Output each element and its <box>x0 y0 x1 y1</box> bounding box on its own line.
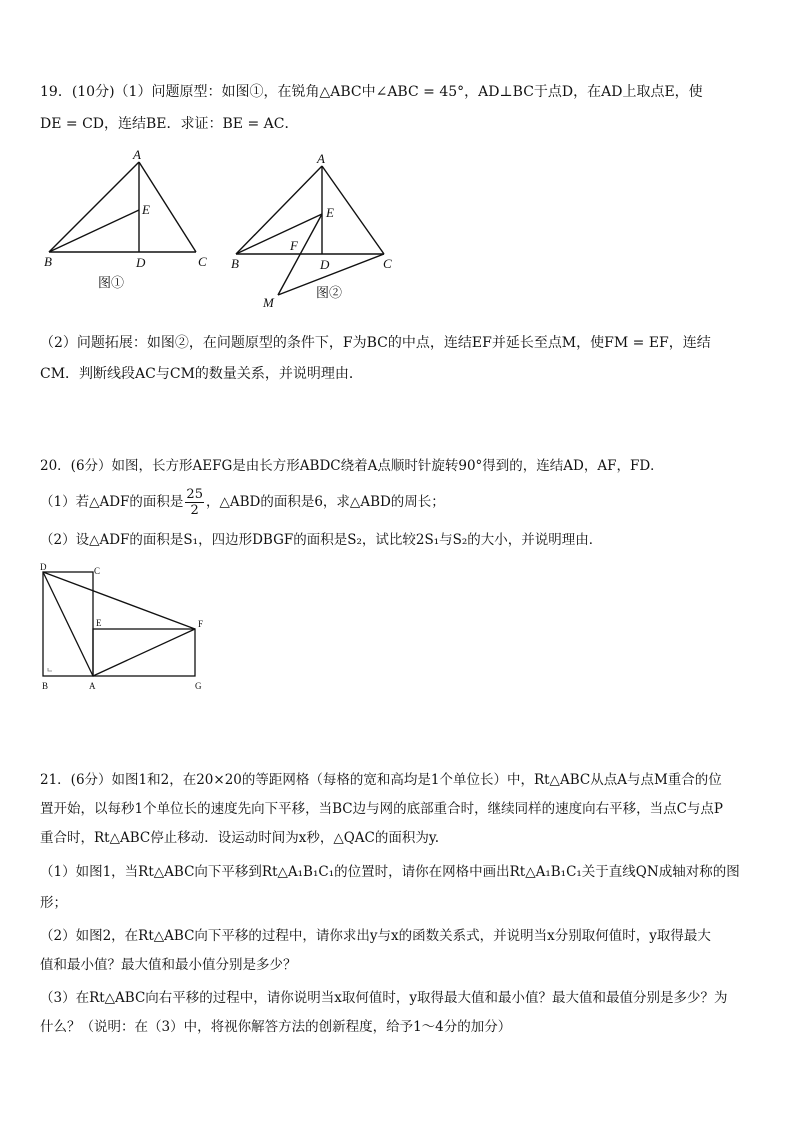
q20-figure <box>36 560 216 696</box>
segment-af <box>93 629 195 676</box>
fig1-caption: 图① <box>98 275 125 290</box>
q19-figure-1 <box>36 146 226 296</box>
q19-line-2: DE = CD，连结BE．求证：BE = AC． <box>40 116 299 132</box>
q21-part3-line-1: （3）在Rt△ABC向右平移的过程中，请你说明当x取何值时，y取得最大值和最小值？最大值和最值分别是多少？为 <box>40 990 728 1006</box>
q21-part1-line-2: 形； <box>40 895 67 911</box>
q21-line-2: 置开始，以每秒1个单位长的速度先向下平移，当BC边与网的底部重合时，继续同样的速度向右平移，当点C与点P <box>40 801 724 817</box>
fig2-label-f: F <box>290 238 298 253</box>
q20-line-1: 20．(6分）如图，长方形AEFG是由长方形ABDC绕着A点顺时针旋转90°得到的，连结AD，AF，FD． <box>40 458 664 474</box>
q19-line-1: 19．(10分)（1）问题原型：如图①，在锐角△ABC中∠ABC = 45°，AD⊥BC于点D，在AD上取点E，使 <box>40 84 703 100</box>
fig2-segment-be <box>236 214 322 254</box>
q20-part2: （2）设△ADF的面积是S₁，四边形DBGF的面积是S₂，试比较2S₁与S₂的大小，并说明理由． <box>40 532 603 548</box>
q19-figure-2 <box>226 146 406 314</box>
fig20-label-d: D <box>40 562 47 572</box>
q20-part1-suffix: ，△ABD的面积是6，求△ABD的周长； <box>205 494 445 510</box>
fig1-label-b: B <box>44 254 52 269</box>
q21-part2-line-2: 值和最小值？最大值和最小值分别是多少？ <box>40 957 297 973</box>
q21-line-1: 21．(6分）如图1和2，在20×20的等距网格（每格的宽和高均是1个单位长）中，Rt△ABC从点A与点M重合的位 <box>40 772 722 788</box>
fig1-label-d: D <box>136 255 146 270</box>
fraction-denominator: 2 <box>190 503 199 518</box>
fig20-label-g: G <box>195 681 202 691</box>
q20-part1 <box>40 484 445 520</box>
q19-part2-line-1: （2）问题拓展：如图②，在问题原型的条件下，F为BC的中点，连结EF并延长至点M，使FM = EF，连结 <box>40 335 711 351</box>
q21-part2-line-1: （2）如图2，在Rt△ABC向下平移的过程中，请你求出y与x的函数关系式，并说明当x分别取何值时，y取得最大 <box>40 928 711 944</box>
fig2-label-m: M <box>263 295 274 310</box>
fig1-label-c: C <box>198 254 207 269</box>
right-angle-mark <box>48 668 52 671</box>
fig1-segment-be <box>49 210 139 252</box>
fig2-label-e: E <box>326 205 334 220</box>
fig2-label-b: B <box>231 256 239 271</box>
fig2-label-a: A <box>317 151 325 166</box>
q19-part2-line-2: CM．判断线段AC与CM的数量关系，并说明理由． <box>40 366 363 382</box>
q20-part1-prefix: （1）若△ADF的面积是 <box>40 494 184 510</box>
fig1-label-a: A <box>133 147 141 162</box>
q21-line-3: 重合时，Rt△ABC停止移动．设运动时间为x秒，△QAC的面积为y. <box>40 830 439 846</box>
fig20-label-f: F <box>198 619 204 629</box>
fig20-label-e: E <box>96 618 102 628</box>
q21-part3-line-2: 什么？（说明：在（3）中，将视你解答方法的创新程度，给予1～4分的加分） <box>40 1019 512 1035</box>
fig2-caption: 图② <box>316 285 343 300</box>
fig2-label-c: C <box>383 256 392 271</box>
fig20-label-a: A <box>89 681 96 691</box>
fig20-label-c: C <box>94 566 101 576</box>
area-fraction <box>185 487 204 518</box>
fig2-segment-ab <box>236 166 322 254</box>
fraction-numerator: 25 <box>186 487 203 502</box>
fig1-label-e: E <box>142 202 150 217</box>
fig20-label-b: B <box>42 681 49 691</box>
fig2-label-d: D <box>320 257 330 272</box>
q21-part1-line-1: （1）如图1，当Rt△ABC向下平移到Rt△A₁B₁C₁的位置时，请你在网格中画出Rt△A₁B₁C₁关于直线QN成轴对称的图 <box>40 864 740 880</box>
fig1-segment-ab <box>49 162 139 252</box>
